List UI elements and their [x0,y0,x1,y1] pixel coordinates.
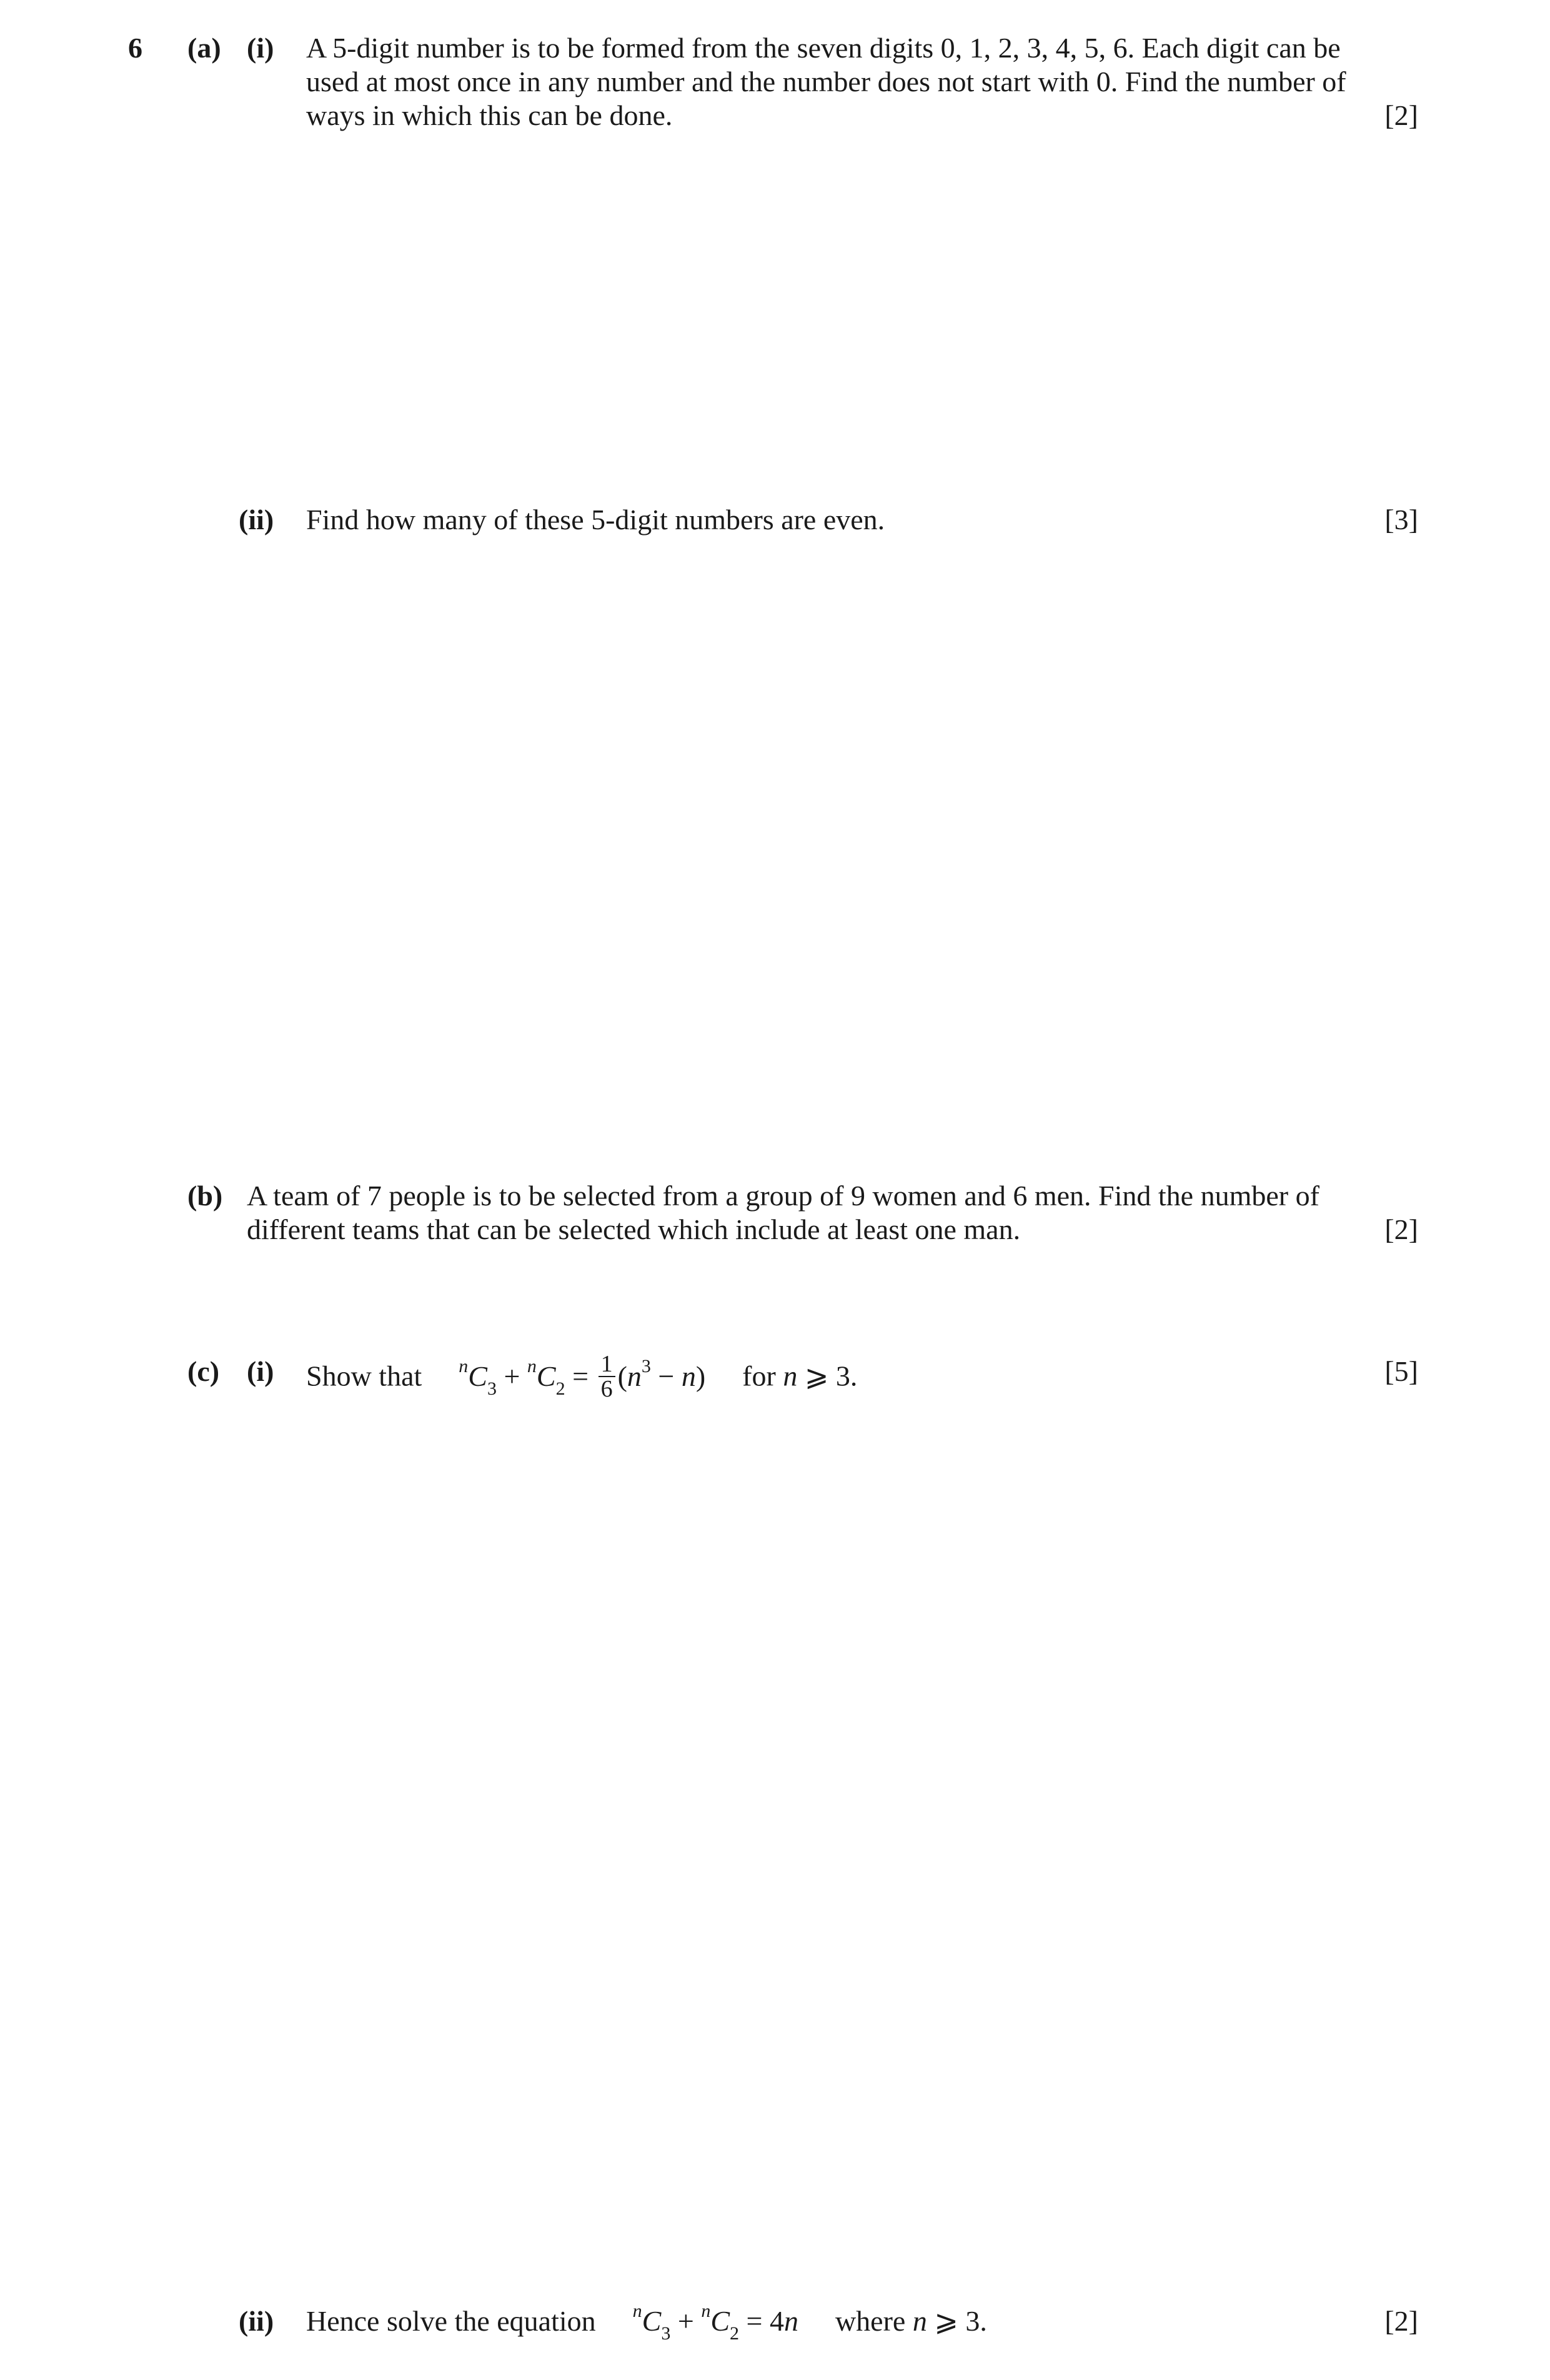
part-c-i-condition: for n ⩾ 3. [742,1360,858,1392]
part-a-ii-label: (ii) [239,504,274,535]
part-c-ii-condition: where n ⩾ 3. [835,2305,987,2337]
question-number: 6 [128,32,142,64]
part-c-i-marks: [5] [1384,1355,1418,1387]
part-a-i-line-3: ways in which this can be done. [306,99,673,131]
part-a-label: (a) [187,32,221,64]
part-b-marks: [2] [1384,1213,1418,1245]
part-a-ii-marks: [3] [1384,504,1418,535]
part-c-label: (c) [187,1355,220,1387]
part-c-i-formula: $^nC_3 + ^nC_2$ = $\frac{1}{6}$ $(n^3 - n)$ [459,1351,706,1402]
part-b-text [247,1179,1418,1247]
part-c-ii-lead: Hence solve the equation [306,2305,596,2337]
part-c-i-lead: Show that [306,1360,422,1392]
part-a-i-line-1: A 5-digit number is to be formed from the seven digits 0, 1, 2, 3, 4, 5, 6. Each digit can be [306,32,1341,64]
part-b-line-1: A team of 7 people is to be selected from a group of 9 women and 6 men. Find the number of [247,1180,1319,1212]
part-a-ii-text: Find how many of these 5-digit numbers are even. [306,504,885,535]
part-b-label: (b) [187,1180,223,1212]
part-c-ii-statement [306,2301,987,2344]
part-a-i-marks: [2] [1384,99,1418,131]
part-a-i-line-2: used at most once in any number and the number does not start with 0. Find the number of [306,66,1346,97]
fraction-one-sixth: $\frac{1}{6}$ [599,1352,615,1401]
part-a-i-label: (i) [247,32,274,64]
part-c-i-label: (i) [247,1355,274,1387]
part-c-ii-label: (ii) [239,2305,274,2337]
part-c-i-statement [306,1351,858,1403]
part-c-ii-formula: $^nC_3 + ^nC_2 = 4n$ [632,2301,798,2344]
part-b-line-2: different teams that can be selected which include at least one man. [247,1213,1021,1245]
part-c-ii-marks: [2] [1384,2305,1418,2337]
part-a-i-text [306,31,1418,132]
